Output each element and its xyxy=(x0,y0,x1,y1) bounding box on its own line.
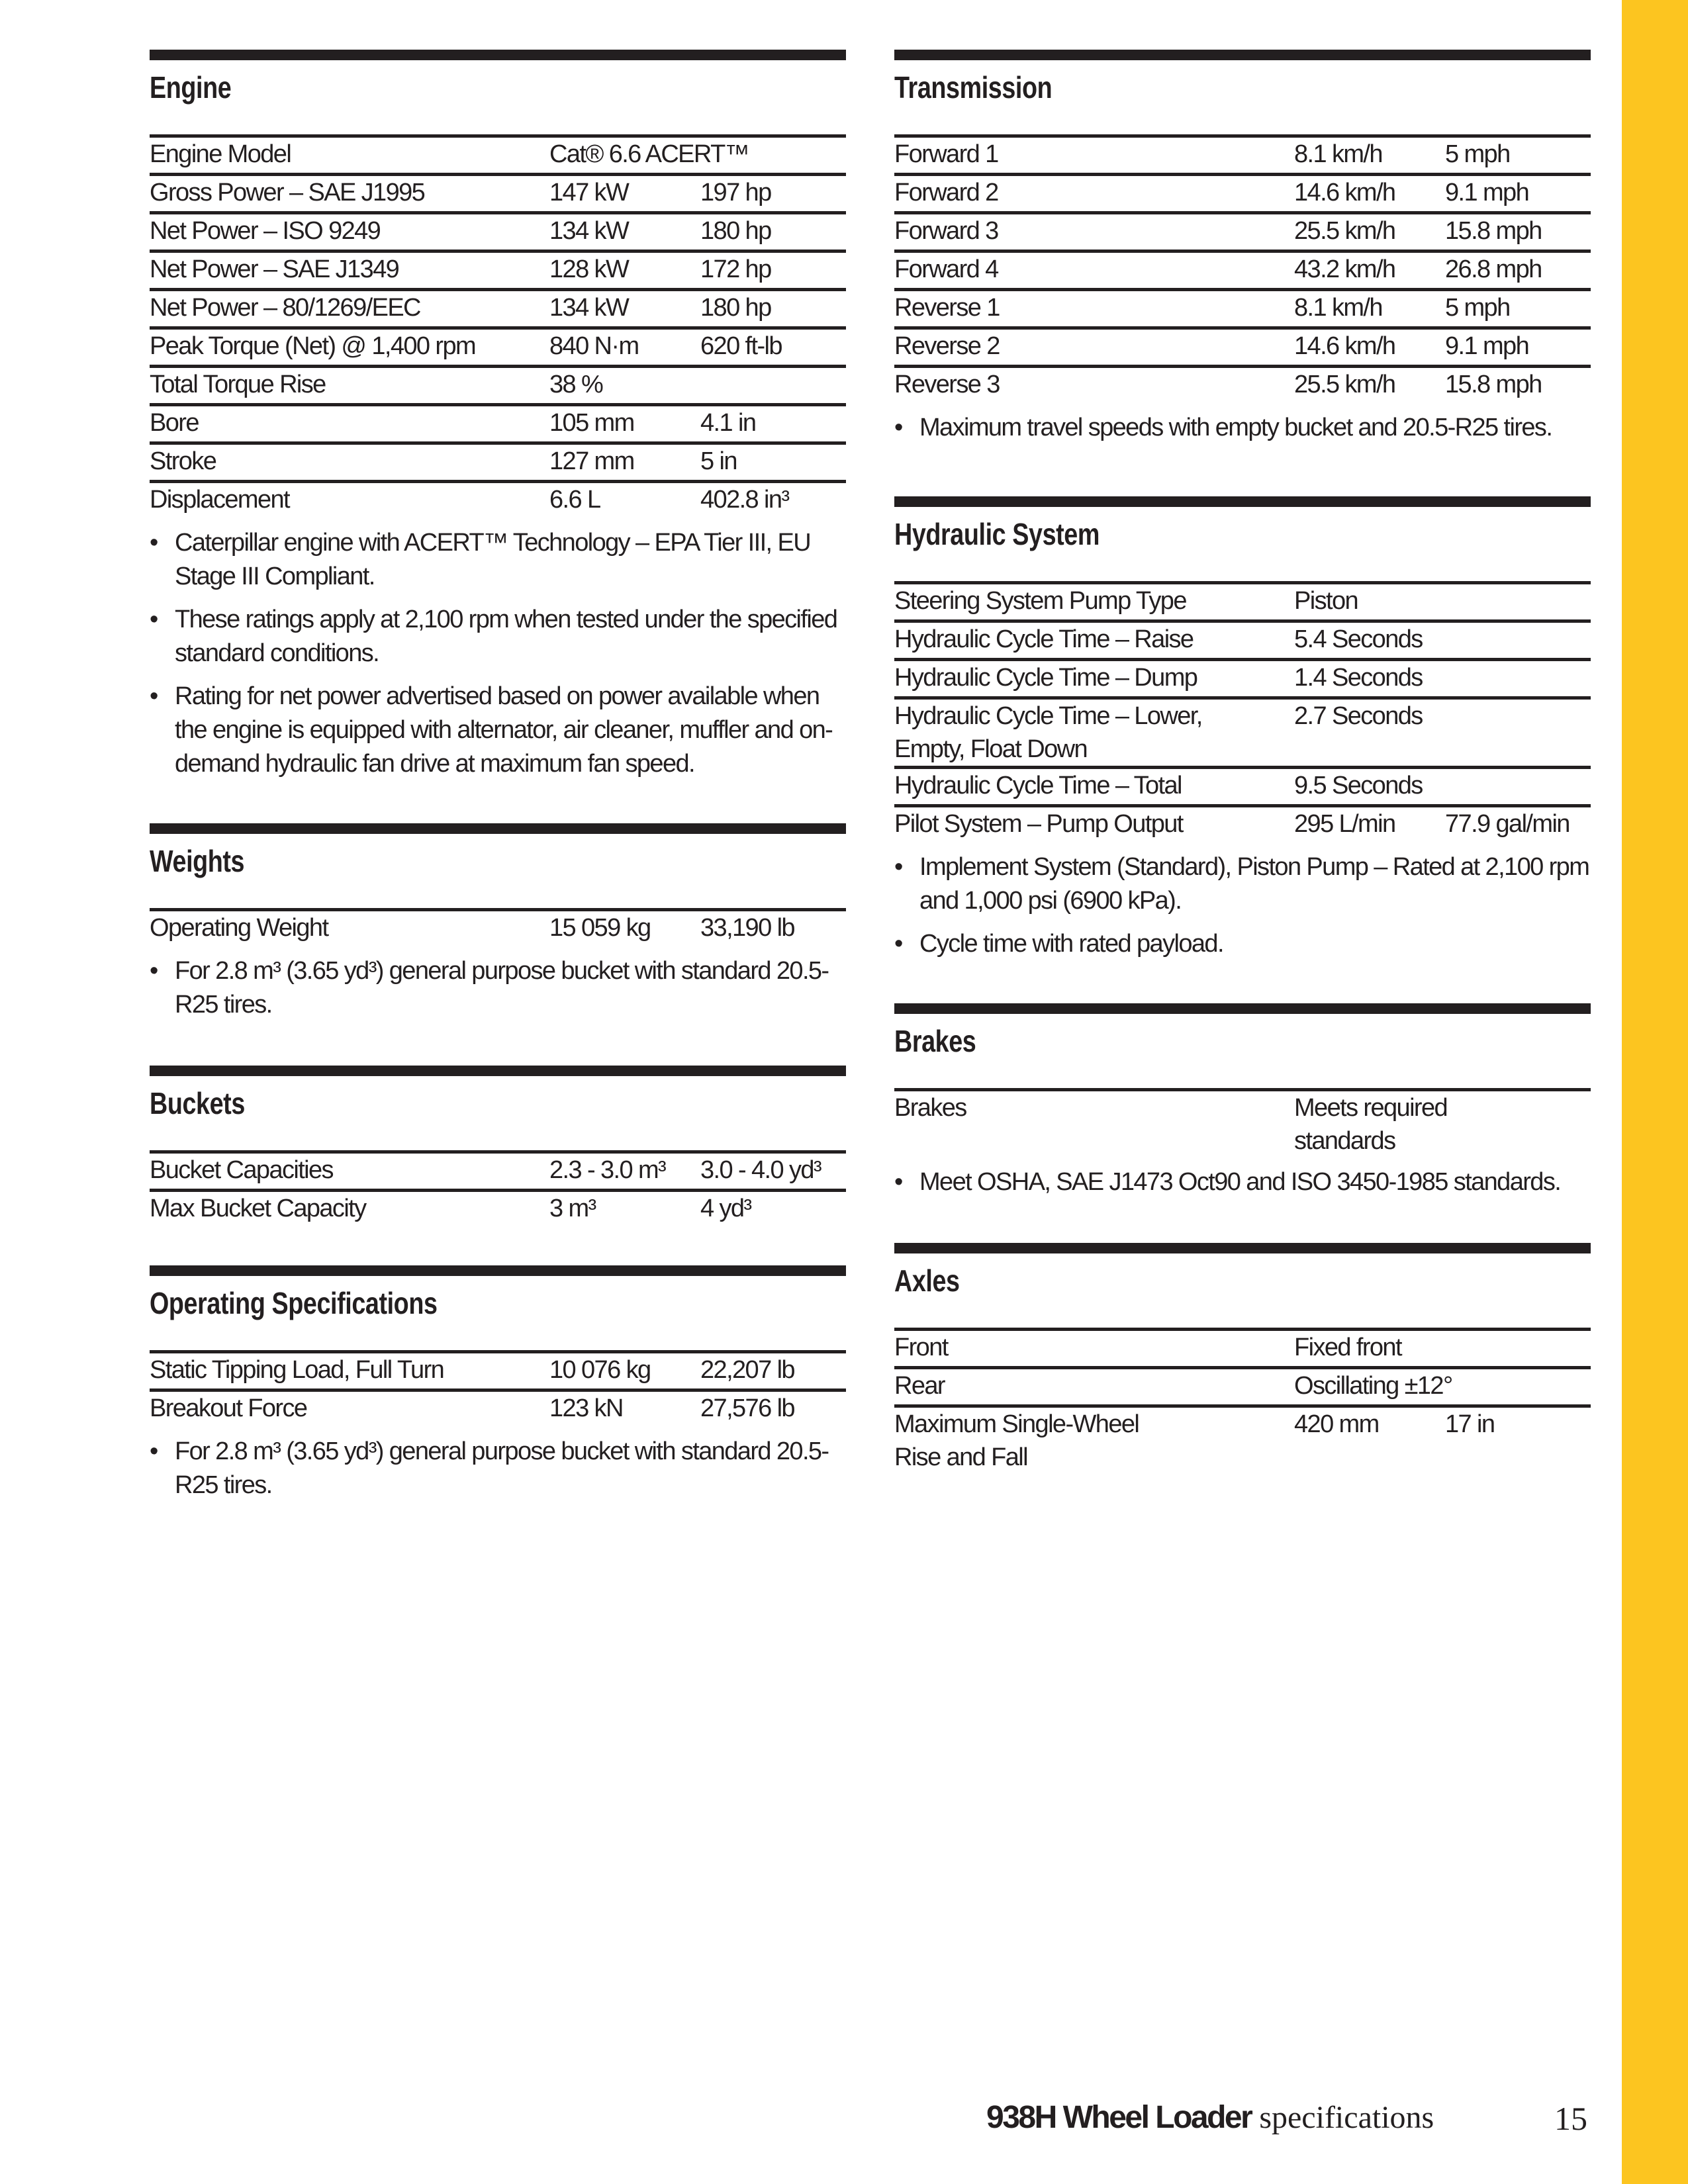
operating-spec-table xyxy=(150,1350,846,1427)
table-row xyxy=(150,908,846,946)
spec-imperial-value: 4.1 in xyxy=(700,409,756,437)
section-title: Hydraulic System xyxy=(894,517,1100,551)
spec-imperial-value: 5 mph xyxy=(1445,294,1510,322)
spec-label: Rear xyxy=(894,1372,945,1400)
bullet-icon: • xyxy=(150,529,159,557)
buckets-section xyxy=(150,1066,846,1227)
spec-label: Net Power – 80/1269/EEC xyxy=(150,294,420,322)
spec-imperial-value: 26.8 mph xyxy=(1445,255,1542,283)
spec-label: Bucket Capacities xyxy=(150,1156,333,1184)
note-text: Caterpillar engine with ACERT™ Technology – EPA Tier III, EU Stage III Compliant. xyxy=(175,529,811,590)
spec-imperial-value: 180 hp xyxy=(700,294,771,322)
section-title: Engine xyxy=(150,70,232,105)
table-row xyxy=(894,326,1591,365)
spec-metric-value: 147 kW xyxy=(549,179,629,206)
section-rule xyxy=(894,1003,1591,1014)
brakes-notes xyxy=(894,1165,1591,1199)
section-title: Brakes xyxy=(894,1024,976,1058)
table-row xyxy=(150,134,846,173)
table-row xyxy=(894,581,1591,619)
spec-label: Net Power – ISO 9249 xyxy=(150,217,381,245)
spec-metric-value: 295 L/min xyxy=(1294,810,1395,838)
spec-imperial-value: 620 ft-lb xyxy=(700,332,782,360)
spec-label: Hydraulic Cycle Time – Dump xyxy=(894,664,1197,692)
table-row xyxy=(150,441,846,480)
bullet-icon: • xyxy=(150,682,159,710)
table-row xyxy=(150,1350,846,1388)
spec-imperial-value: 4 yd³ xyxy=(700,1195,751,1222)
page-number: 15 xyxy=(1554,2100,1587,2137)
table-row xyxy=(150,365,846,403)
spec-label: Static Tipping Load, Full Turn xyxy=(150,1356,444,1384)
spec-label: Displacement xyxy=(150,486,290,514)
transmission-notes xyxy=(894,411,1591,445)
spec-metric-value: 2.3 - 3.0 m³ xyxy=(549,1156,666,1184)
table-row xyxy=(150,1388,846,1427)
hydraulic-spec-table xyxy=(894,581,1591,842)
spec-label: Stroke xyxy=(150,447,216,475)
spec-label: Forward 4 xyxy=(894,255,998,283)
section-rule xyxy=(894,496,1591,507)
note-item xyxy=(150,1435,846,1502)
table-row xyxy=(894,173,1591,211)
spec-label: Reverse 3 xyxy=(894,371,1000,398)
spec-metric-value: 127 mm xyxy=(549,447,634,475)
spec-metric-value: 15 059 kg xyxy=(549,914,651,942)
table-row xyxy=(894,1328,1591,1366)
section-title: Transmission xyxy=(894,70,1053,105)
spec-imperial-value xyxy=(1445,700,1591,766)
spec-imperial-value xyxy=(1445,661,1591,696)
spec-metric-value: 14.6 km/h xyxy=(1294,179,1395,206)
table-row xyxy=(894,766,1591,804)
spec-imperial-value xyxy=(1445,584,1591,619)
spec-label: Pilot System – Pump Output xyxy=(894,810,1183,838)
spec-label: Operating Weight xyxy=(150,914,328,942)
table-row xyxy=(894,1088,1591,1158)
section-rule xyxy=(150,1066,846,1076)
spec-label: Gross Power – SAE J1995 xyxy=(150,179,425,206)
bullet-icon: • xyxy=(894,1168,904,1196)
engine-spec-table xyxy=(150,134,846,518)
table-row xyxy=(894,1404,1591,1474)
spec-label: Steering System Pump Type xyxy=(894,587,1186,615)
operating-notes xyxy=(150,1435,846,1502)
note-text: For 2.8 m³ (3.65 yd³) general purpose bucket with standard 20.5-R25 tires. xyxy=(175,1437,829,1499)
spec-metric-value: 134 kW xyxy=(549,217,629,245)
note-text: Meet OSHA, SAE J1473 Oct90 and ISO 3450-1985 standards. xyxy=(919,1168,1561,1196)
spec-metric-value: 38 % xyxy=(549,371,603,398)
spec-imperial-value: 9.1 mph xyxy=(1445,179,1529,206)
section-rule xyxy=(150,823,846,834)
table-row xyxy=(150,1189,846,1227)
spec-metric-value: Piston xyxy=(1294,587,1358,615)
page-footer xyxy=(986,2099,1587,2139)
table-row xyxy=(894,696,1591,766)
table-row xyxy=(150,250,846,288)
spec-imperial-value: 197 hp xyxy=(700,179,771,206)
spec-imperial-value: 17 in xyxy=(1445,1410,1495,1438)
spec-metric-value: 8.1 km/h xyxy=(1294,294,1382,322)
table-row xyxy=(150,326,846,365)
spec-metric-value: 840 N·m xyxy=(549,332,639,360)
section-rule xyxy=(150,1265,846,1276)
spec-imperial-value: 33,190 lb xyxy=(700,914,794,942)
table-row xyxy=(894,365,1591,403)
spec-label: Net Power – SAE J1349 xyxy=(150,255,399,283)
spec-label: Forward 1 xyxy=(894,140,998,168)
spec-label: Brakes xyxy=(894,1094,966,1122)
note-text: Maximum travel speeds with empty bucket and 20.5-R25 tires. xyxy=(919,414,1552,441)
table-row xyxy=(150,288,846,326)
spec-label: Front xyxy=(894,1334,948,1361)
table-row xyxy=(894,288,1591,326)
spec-imperial-value: 5 in xyxy=(700,447,737,475)
engine-section xyxy=(150,50,846,781)
section-title: Weights xyxy=(150,844,245,878)
spec-label: Hydraulic Cycle Time – Lower, Empty, Float Down xyxy=(894,702,1202,763)
spec-imperial-value xyxy=(1445,623,1591,658)
spec-imperial-value: 77.9 gal/min xyxy=(1445,810,1570,838)
spec-metric-value: Fixed front xyxy=(1294,1334,1401,1361)
bullet-icon: • xyxy=(150,1437,159,1465)
table-row xyxy=(894,619,1591,658)
table-row xyxy=(150,1150,846,1189)
weights-section xyxy=(150,823,846,1022)
transmission-spec-table xyxy=(894,134,1591,403)
note-item xyxy=(150,954,846,1022)
table-row xyxy=(894,134,1591,173)
spec-imperial-value: 3.0 - 4.0 yd³ xyxy=(700,1156,821,1184)
spec-metric-value: 134 kW xyxy=(549,294,629,322)
table-row xyxy=(150,403,846,441)
table-row xyxy=(894,250,1591,288)
spec-metric-value: Cat® 6.6 ACERT™ xyxy=(549,140,749,168)
section-rule xyxy=(894,50,1591,60)
table-row xyxy=(150,480,846,518)
spec-label: Reverse 2 xyxy=(894,332,1000,360)
left-column xyxy=(150,50,846,1512)
spec-imperial-value xyxy=(1445,769,1591,804)
note-item xyxy=(894,850,1591,918)
table-row xyxy=(894,1366,1591,1404)
table-row xyxy=(894,804,1591,842)
spec-label: Bore xyxy=(150,409,199,437)
spec-metric-value: 25.5 km/h xyxy=(1294,371,1395,398)
note-text: Rating for net power advertised based on power available when the engine is equipped with alternator, air cleaner, muffler and on-demand hydraulic fan drive at maximum fan speed. xyxy=(175,682,833,778)
note-item xyxy=(150,603,846,670)
table-row xyxy=(150,173,846,211)
transmission-section xyxy=(894,50,1591,445)
spec-imperial-value: 15.8 mph xyxy=(1445,217,1542,245)
note-text: Implement System (Standard), Piston Pump – Rated at 2,100 rpm and 1,000 psi (6900 kPa). xyxy=(919,853,1589,915)
spec-imperial-value: 22,207 lb xyxy=(700,1356,794,1384)
yellow-accent-bar xyxy=(1622,0,1688,2184)
spec-metric-value: 43.2 km/h xyxy=(1294,255,1395,283)
operating-specifications-section xyxy=(150,1265,846,1502)
axles-section xyxy=(894,1243,1591,1474)
spec-label: Max Bucket Capacity xyxy=(150,1195,366,1222)
spec-label: Engine Model xyxy=(150,140,291,168)
spec-metric-value: 420 mm xyxy=(1294,1410,1379,1438)
spec-metric-value: 8.1 km/h xyxy=(1294,140,1382,168)
table-row xyxy=(150,211,846,250)
spec-imperial-value xyxy=(1493,1091,1591,1158)
buckets-spec-table xyxy=(150,1150,846,1227)
footer-subtitle: specifications xyxy=(1259,2100,1434,2135)
note-item xyxy=(894,1165,1591,1199)
note-text: For 2.8 m³ (3.65 yd³) general purpose bucket with standard 20.5-R25 tires. xyxy=(175,957,829,1019)
right-column xyxy=(894,50,1591,1474)
bullet-icon: • xyxy=(894,930,904,958)
spec-metric-value: Meets required standards xyxy=(1294,1094,1448,1155)
spec-imperial-value xyxy=(1445,1331,1591,1366)
note-text: These ratings apply at 2,100 rpm when tested under the specified standard conditions. xyxy=(175,606,837,667)
spec-label: Maximum Single-Wheel Rise and Fall xyxy=(894,1410,1139,1471)
hydraulic-system-section xyxy=(894,496,1591,961)
weights-notes xyxy=(150,954,846,1022)
spec-imperial-value: 15.8 mph xyxy=(1445,371,1542,398)
spec-label: Peak Torque (Net) @ 1,400 rpm xyxy=(150,332,476,360)
table-row xyxy=(894,211,1591,250)
axles-spec-table xyxy=(894,1328,1591,1474)
weights-spec-table xyxy=(150,908,846,946)
spec-imperial-value: 9.1 mph xyxy=(1445,332,1529,360)
section-title: Buckets xyxy=(150,1086,245,1120)
spec-imperial-value xyxy=(700,368,846,403)
spec-metric-value: 123 kN xyxy=(549,1394,623,1422)
spec-metric-value: 1.4 Seconds xyxy=(1294,664,1423,692)
table-row xyxy=(894,658,1591,696)
bullet-icon: • xyxy=(894,414,904,441)
spec-metric-value: 25.5 km/h xyxy=(1294,217,1395,245)
spec-metric-value: 128 kW xyxy=(549,255,629,283)
note-item xyxy=(894,411,1591,445)
spec-label: Forward 3 xyxy=(894,217,998,245)
spec-metric-value: 9.5 Seconds xyxy=(1294,772,1423,799)
spec-metric-value: 105 mm xyxy=(549,409,634,437)
spec-imperial-value: 402.8 in³ xyxy=(700,486,789,514)
section-rule xyxy=(150,50,846,60)
footer-model-name: 938H Wheel Loader xyxy=(986,2100,1252,2135)
spec-label: Forward 2 xyxy=(894,179,998,206)
spec-imperial-value: 27,576 lb xyxy=(700,1394,794,1422)
section-title: Axles xyxy=(894,1263,960,1298)
hydraulic-notes xyxy=(894,850,1591,961)
spec-metric-value: 3 m³ xyxy=(549,1195,596,1222)
brakes-section xyxy=(894,1003,1591,1199)
spec-label: Hydraulic Cycle Time – Raise xyxy=(894,625,1194,653)
engine-notes xyxy=(150,526,846,781)
spec-label: Total Torque Rise xyxy=(150,371,326,398)
spec-metric-value: 6.6 L xyxy=(549,486,600,514)
spec-imperial-value xyxy=(1445,1369,1591,1404)
spec-metric-value: 2.7 Seconds xyxy=(1294,702,1423,730)
spec-imperial-value: 172 hp xyxy=(700,255,771,283)
bullet-icon: • xyxy=(150,606,159,633)
spec-label: Breakout Force xyxy=(150,1394,307,1422)
spec-imperial-value xyxy=(700,138,846,173)
spec-metric-value: 14.6 km/h xyxy=(1294,332,1395,360)
section-rule xyxy=(894,1243,1591,1253)
spec-metric-value: 10 076 kg xyxy=(549,1356,651,1384)
spec-label: Hydraulic Cycle Time – Total xyxy=(894,772,1182,799)
section-title: Operating Specifications xyxy=(150,1286,438,1320)
note-text: Cycle time with rated payload. xyxy=(919,930,1223,958)
note-item xyxy=(894,927,1591,961)
spec-metric-value: Oscillating ±12° xyxy=(1294,1372,1452,1400)
bullet-icon: • xyxy=(150,957,159,985)
spec-metric-value: 5.4 Seconds xyxy=(1294,625,1423,653)
note-item xyxy=(150,680,846,781)
brakes-spec-table xyxy=(894,1088,1591,1158)
spec-label: Reverse 1 xyxy=(894,294,1000,322)
spec-imperial-value: 180 hp xyxy=(700,217,771,245)
note-item xyxy=(150,526,846,594)
spec-imperial-value: 5 mph xyxy=(1445,140,1510,168)
bullet-icon: • xyxy=(894,853,904,881)
